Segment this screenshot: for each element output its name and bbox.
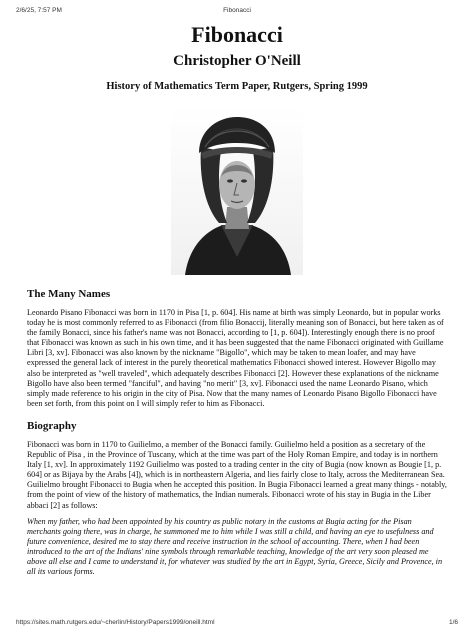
portrait-image-icon bbox=[171, 107, 303, 275]
document-author: Christopher O'Neill bbox=[173, 53, 301, 69]
print-page-number: 1/6 bbox=[448, 619, 458, 626]
print-datetime: 2/6/25, 7:57 PM bbox=[16, 7, 62, 14]
portrait-image bbox=[171, 107, 303, 275]
print-header bbox=[16, 7, 458, 14]
block-quote: When my father, who had been appointed by his country as public notary in the customs at Bugia acting for the Pisan merchants going there, was in charge, he summoned me to him while I was still a child, and having an eye to usefulness and future convenience, desired me to stay there and receive instruction in the school of accounting. There, when I had been introduced to the art of the Indians' nine symbols through remarkable teaching, knowledge of the art very soon pleased me above all else and I came to understand it, for whatever was studied by the art in Egypt, Syria, Greece, Sicily and Provence, in all its various forms. bbox=[27, 516, 443, 577]
section-heading-biography: Biography bbox=[27, 419, 77, 432]
document-title: Fibonacci bbox=[191, 22, 283, 47]
document-page bbox=[27, 22, 447, 577]
print-page-title: Fibonacci bbox=[223, 7, 251, 14]
print-footer bbox=[16, 619, 458, 626]
paragraph-many-names: Leonardo Pisano Fibonacci was born in 1170 in Pisa [1, p. 604]. His name at birth was simply Leonardo, but in popular works today he is most commonly referred to as Fibonacci (from filio Bonaccij, literally meaning son of Bonacci, but here taken as of the family Bonacci, since his father's name was not Bonacci, according to [1, p. 604]). Interestingly enough there is no proof that Fibonacci was known as such in his own time, and it has been suggested that the name Fibonacci originated with Guillame Libri [3, xv]. Fibonacci was also known by the nickname "Bigollo", which may be taken to mean loafer, and may have expressed the general lack of interest in the purely theoretical mathematics Fibonacci showed interest. However Bigollo may also be interpreted as "well traveled", which adequately describes Fibonacci [2]. However these explanations of the nickname Bigollo have also been termed "fanciful", and having "no merit" [3, xv]. Fibonacci used the name Leonardo Pisano, which simply made reference to his origin in the city of Pisa. Now that the many names of Leonardo Pisano Bigollo Fibonacci have been set forth, from this point on I will simply refer to him as Fibonacci. bbox=[27, 308, 444, 408]
document-subtitle: History of Mathematics Term Paper, Rutgers, Spring 1999 bbox=[106, 81, 368, 92]
section-heading-many-names: The Many Names bbox=[27, 288, 111, 300]
print-url: https://sites.math.rutgers.edu/~cherlin/History/Papers1999/oneill.html bbox=[16, 619, 215, 626]
paragraph-biography: Fibonacci was born in 1170 to Guilielmo, a member of the Bonacci family. Guilielmo held a position as a secretary of the Republic of Pisa , in the Province of Tuscany, which at the time was part of the Holy Roman Empire, and today is in northern Italy [1, xv]. In approximately 1192 Guilielmo was posted to a trading center in the city of Bugia (now known as Bougie [1, p. 604] or as Bijaya by the Arabs [4]), which is in northeastern Algeria, and lies fairly close to Italy, across the Mediterranean Sea. Guilielmo brought Fibonacci to Bugia when he accepted this position. In Bugia Fibonacci learned a great many things - notably, from the point of view of the history of mathematics, the Indian numerals. Fibonacci wrote of his stay in Bugia in the Liber abbaci [2] as follows: bbox=[27, 439, 447, 510]
